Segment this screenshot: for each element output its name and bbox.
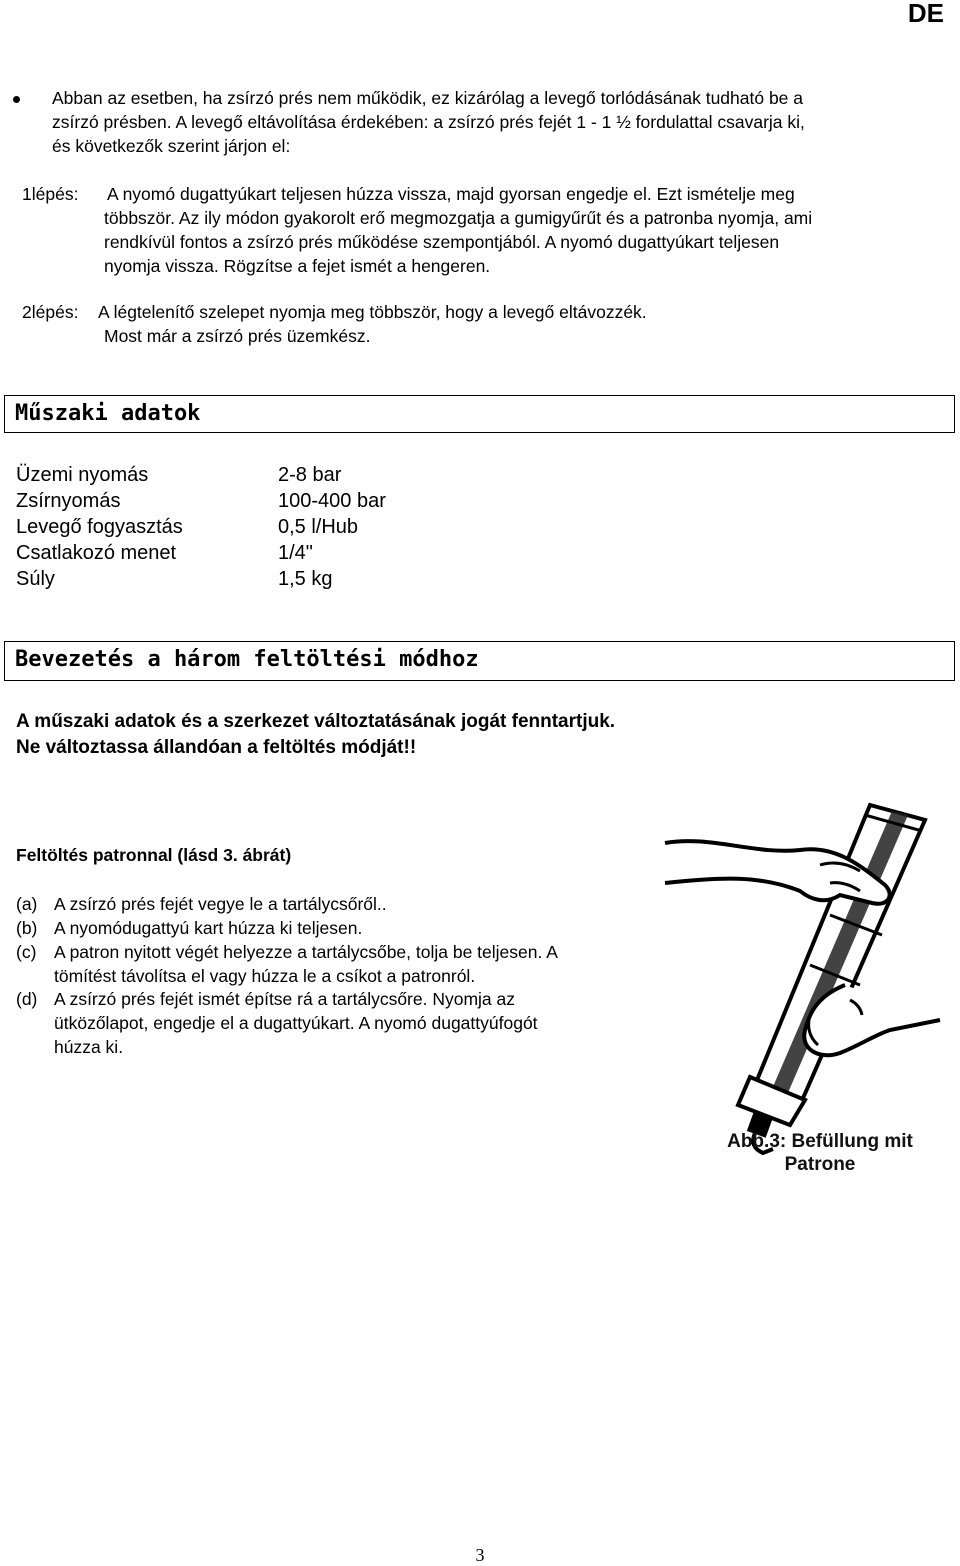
list-item xyxy=(0,987,680,1059)
spec-value: 2-8 bar xyxy=(278,464,342,486)
step-1 xyxy=(0,182,960,282)
list-marker: (a) xyxy=(16,894,38,914)
step-label: 2lépés: xyxy=(22,302,79,322)
list-line: húzza ki. xyxy=(54,1037,124,1057)
list-line: A nyomódugattyú kart húzza ki teljesen. xyxy=(54,918,363,938)
step-line: rendkívül fontos a zsírzó prés működése szempontjából. A nyomó dugattyúkart teljesen xyxy=(104,232,780,252)
language-tag: DE xyxy=(907,0,944,28)
list-line: A zsírzó prés fejét ismét építse rá a tartálycsőre. Nyomja az xyxy=(54,989,516,1009)
list-line: ütközőlapot, engedje el a dugattyúkart. A nyomó dugattyúfogót xyxy=(54,1013,538,1033)
step-label: 1lépés: xyxy=(22,184,79,204)
step-line: A légtelenítő szelepet nyomja meg többször, hogy a levegő eltávozzék. xyxy=(98,302,647,322)
spec-label: Súly xyxy=(16,568,55,590)
step-text xyxy=(107,182,927,206)
figure-caption xyxy=(690,1130,950,1176)
notice-line: A műszaki adatok és a szerkezet változtatásának jogát fenntartjuk. xyxy=(16,711,616,732)
list-marker: (c) xyxy=(16,942,37,962)
list-text xyxy=(54,940,654,988)
grease-gun-illustration xyxy=(660,795,950,1185)
cartridge-heading: Feltöltés patronnal (lásd 3. ábrát) xyxy=(16,845,292,865)
spec-value: 100-400 bar xyxy=(278,490,386,512)
list-item xyxy=(0,940,680,988)
list-text xyxy=(54,916,654,940)
step-text-cont xyxy=(104,206,924,278)
intro-line: és következők szerint járjon el: xyxy=(52,136,291,156)
list-marker: (b) xyxy=(16,918,38,938)
spec-label: Csatlakozó menet xyxy=(16,542,177,564)
step-line: Most már a zsírzó prés üzemkész. xyxy=(104,326,371,346)
bullet-icon xyxy=(13,96,20,103)
spec-label: Levegő fogyasztás xyxy=(16,516,183,538)
spec-label: Üzemi nyomás xyxy=(16,464,149,486)
list-item xyxy=(0,916,680,940)
filling-section-title: Bevezetés a három feltöltési módhoz xyxy=(4,641,955,681)
step-text xyxy=(98,300,918,324)
list-item xyxy=(0,892,680,916)
step-line: A nyomó dugattyúkart teljesen húzza vissza, majd gyorsan engedje el. Ezt ismételje meg xyxy=(107,184,795,204)
cartridge-figure xyxy=(660,795,950,1185)
page-number: 3 xyxy=(475,1545,485,1565)
spec-value: 1/4" xyxy=(278,542,313,564)
intro-line: Abban az esetben, ha zsírzó prés nem működik, ez kizárólag a levegő torlódásának tudható be a xyxy=(52,88,804,108)
tech-section-title: Műszaki adatok xyxy=(4,395,955,433)
list-text xyxy=(54,892,654,916)
spec-value: 1,5 kg xyxy=(278,568,333,590)
caption-line: Abb.3: Befüllung mit xyxy=(727,1131,913,1152)
intro-line: zsírzó présben. A levegő eltávolítása érdekében: a zsírzó prés fejét 1 - 1 ½ fordulattal csavarja ki, xyxy=(52,112,805,132)
spec-value: 0,5 l/Hub xyxy=(278,516,359,538)
notice-line: Ne változtassa állandóan a feltöltés módját!! xyxy=(16,737,417,758)
step-line: nyomja vissza. Rögzítse a fejet ismét a hengeren. xyxy=(104,256,491,276)
step-2 xyxy=(0,300,960,350)
notice-block xyxy=(16,709,916,761)
list-marker: (d) xyxy=(16,989,38,1009)
caption-line: Patrone xyxy=(784,1154,856,1175)
list-text xyxy=(54,987,654,1059)
list-line: A zsírzó prés fejét vegye le a tartálycsőről.. xyxy=(54,894,387,914)
step-line: többször. Az ily módon gyakorolt erő megmozgatja a gumigyűrűt és a patronba nyomja, ami xyxy=(104,208,813,228)
list-line: A patron nyitott végét helyezze a tartálycsőbe, tolja be teljesen. A xyxy=(54,942,558,962)
spec-label: Zsírnyomás xyxy=(16,490,121,512)
step-text-cont xyxy=(104,324,924,348)
list-line: tömítést távolítsa el vagy húzza le a csíkot a patronról. xyxy=(54,966,476,986)
intro-paragraph xyxy=(52,86,942,158)
